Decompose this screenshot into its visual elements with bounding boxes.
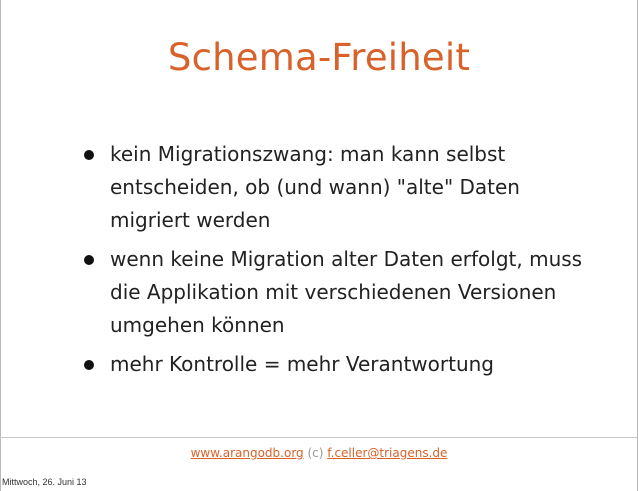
slide-title: Schema-Freiheit [167,36,471,79]
bullet-item [84,243,604,342]
bullet-dot-icon [84,150,94,160]
email-link[interactable]: f.celler@triagens.de [327,446,448,460]
copyright-mark: (c) [307,446,324,460]
bullet-item [84,348,604,381]
website-link[interactable]: www.arangodb.org [190,446,304,460]
bullet-text: wenn keine Migration alter Daten erfolgt, muss die Applikation mit verschiedenen Versionen umgehen können [110,247,583,337]
bullet-dot-icon [84,360,94,370]
timestamp: Mittwoch, 26. Juni 13 [2,477,87,487]
bullet-text: kein Migrationszwang: man kann selbst entscheiden, ob (und wann) "alte" Daten migriert werden [110,142,520,232]
footer [0,446,638,460]
bullet-list [84,138,604,387]
bullet-item [84,138,604,237]
footer-divider [0,437,638,438]
bullet-dot-icon [84,255,94,265]
bullet-text: mehr Kontrolle = mehr Verantwortung [110,352,495,376]
